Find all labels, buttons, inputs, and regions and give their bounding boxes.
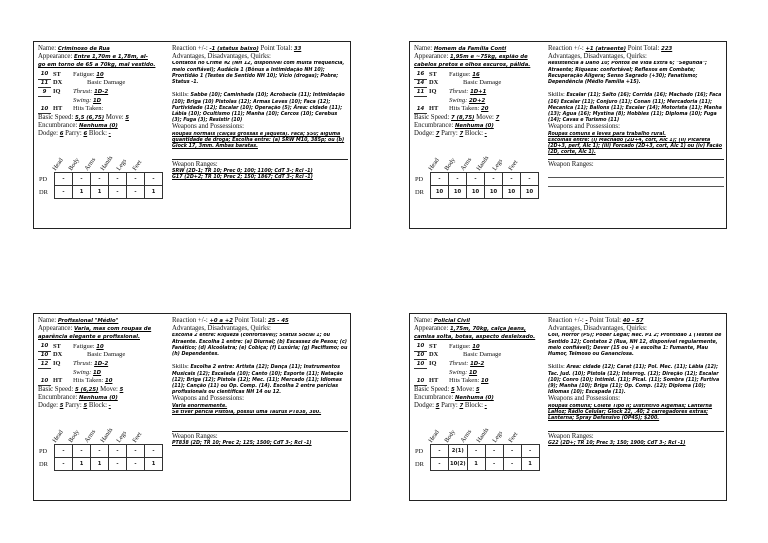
dodge-label: Dodge:	[38, 401, 59, 409]
weapons-text: Roupas comuns e leves para trabalho rural.	[548, 131, 666, 137]
thrust-label: Thrust:	[73, 87, 93, 95]
pd-cell: -	[503, 445, 521, 458]
dr-cell: 1	[73, 458, 91, 471]
thrust-value: 1D+1	[470, 88, 487, 95]
loc-body-label: Body	[67, 156, 81, 172]
move-value: 5	[475, 386, 480, 393]
basic-speed-label: Basic Speed:	[414, 113, 450, 121]
dodge-label: Dodge:	[414, 401, 435, 409]
loc-hands-label: Hands	[99, 154, 115, 172]
card-left-column	[414, 45, 546, 138]
swing-value: 2D+2	[468, 97, 486, 104]
swing-label: Swing:	[449, 368, 468, 376]
basic-speed-value: 7 (8,75)	[451, 114, 475, 121]
npc-card-criminoso	[33, 41, 351, 229]
block-value: -	[108, 402, 111, 409]
loc-body-label: Body	[443, 156, 457, 172]
ht-value: 10	[414, 377, 427, 386]
thrust-label: Thrust:	[73, 359, 93, 367]
fatigue-value: 10	[472, 343, 480, 350]
name-label: Name:	[38, 45, 57, 52]
dodge-value: 5	[59, 402, 64, 409]
parry-label: Parry:	[441, 401, 458, 409]
dr-cell: 1	[73, 186, 91, 199]
iq-label: IQ	[429, 359, 437, 367]
loc-head-label: Head	[427, 156, 441, 172]
block-value: -	[484, 402, 487, 409]
pd-label: PD	[39, 175, 48, 183]
pd-label: PD	[39, 447, 48, 455]
dr-cell: 1	[467, 458, 485, 471]
dodge-value: 6	[59, 130, 64, 137]
loc-arms-label: Arms	[83, 156, 98, 172]
st-value: 10	[414, 342, 427, 351]
pd-cell: -	[109, 173, 127, 186]
loc-feet-label: Feet	[131, 158, 144, 172]
basic-speed-label: Basic Speed:	[38, 385, 74, 393]
loc-legs-label: Legs	[491, 429, 505, 444]
basic-speed-label: Basic Speed:	[38, 113, 74, 121]
armor-table	[38, 444, 163, 471]
dr-cell: 1	[521, 458, 539, 471]
npc-card-profissional	[33, 313, 351, 501]
parry-label: Parry:	[441, 129, 458, 137]
card-left-column	[38, 317, 170, 410]
loc-arms-label: Arms	[83, 428, 98, 444]
dr-cell: 1	[91, 186, 109, 199]
hits-taken-value: 20	[481, 106, 489, 113]
card-left-column	[38, 45, 170, 138]
pd-cell: -	[467, 173, 485, 186]
dr-cell: -	[431, 458, 449, 471]
basic-damage-label: Basic Damage	[87, 351, 126, 359]
thrust-value: 1D-2	[94, 88, 109, 95]
dr-cell: 10	[485, 186, 503, 199]
basic-speed-value: 5,5 (6,75)	[75, 114, 105, 121]
skills-text: Area: cidade (12); Carat (11); Pol. Mec. (11); Lábia (12); Tac. Jud. (10); Pistola (12); Interrog. (12); Direção (12); Escalar (10); Conro (10); Intimid. (11); Pical. (11); Sombra (11); Furtiva (9); Manha (10); Briga (11); Op. Comp. (12); Diploma (10); Idiomas (10); Escapada (11).	[548, 365, 720, 396]
hits-taken-label: Hits Taken:	[73, 377, 104, 385]
character-name: Profissional "Médio"	[57, 318, 119, 324]
pd-cell: -	[127, 445, 145, 458]
move-value: 5	[125, 114, 129, 121]
thrust-value: 1D-2	[470, 360, 485, 367]
loc-feet-label: Feet	[507, 430, 520, 444]
dr-row	[414, 458, 539, 471]
weapon-range-1: G22 (2D+; TR 10; Prec 3; 150; 1900; CdT 3-; Rcl -1)	[548, 440, 686, 446]
loc-head-label: Head	[427, 428, 441, 444]
iq-label: IQ	[53, 359, 61, 367]
basic-damage-label: Basic Damage	[463, 79, 502, 87]
block-label: Block:	[464, 129, 483, 137]
parry-value: 7	[459, 130, 464, 137]
ht-label: HT	[429, 377, 439, 385]
ht-label: HT	[429, 105, 439, 113]
card-right-column	[548, 317, 724, 447]
dr-row	[414, 186, 539, 199]
weapon-ranges-label: Weapon Ranges:	[172, 432, 218, 440]
iq-value: 10	[414, 360, 427, 369]
card-right-column	[172, 317, 348, 447]
swing-value: 1D	[468, 369, 478, 376]
loc-legs-label: Legs	[491, 157, 505, 172]
dr-cell: 10	[467, 186, 485, 199]
encumbrance-value: Nenhuma (0)	[454, 394, 494, 401]
weapons-text: Roupas comuns; Colete Tipo II; Distintivo Algemas; Lanterna LaHoz; Rádio Celular; Glock 22, .40; 2 carregadores extras; Lanterna; Spray Defensivo (OP4S); $200.	[548, 403, 713, 422]
loc-legs-label: Legs	[115, 429, 129, 444]
basic-damage-label: Basic Damage	[463, 351, 502, 359]
dr-cell: 1	[91, 458, 109, 471]
swing-label: Swing:	[449, 96, 468, 104]
dr-cell: -	[109, 458, 127, 471]
parry-label: Parry:	[65, 129, 82, 137]
dr-cell: 10(2)	[449, 458, 468, 471]
advantages-label: Advantages, Disadvantages, Quirks:	[548, 53, 647, 61]
loc-body-label: Body	[67, 428, 81, 444]
pd-row	[38, 173, 163, 186]
ht-value: 10	[38, 105, 51, 114]
loc-legs-label: Legs	[115, 157, 129, 172]
dr-label: DR	[39, 460, 48, 468]
character-name: Policial Civil	[433, 318, 470, 324]
pd-cell: -	[55, 173, 73, 186]
dx-value: 14	[414, 79, 427, 88]
appearance-text: Entre 1,70m e 1,78m, al-	[74, 54, 148, 61]
weapons-label: Weapons and Possessions:	[172, 123, 244, 131]
hits-taken-label: Hits Taken:	[449, 377, 480, 385]
pd-label: PD	[415, 447, 424, 455]
pd-cell: -	[145, 173, 163, 186]
skills-label: Skills:	[548, 364, 565, 371]
st-label: ST	[429, 342, 437, 350]
dx-value: 10	[38, 351, 51, 360]
parry-value: 7	[459, 402, 464, 409]
dodge-value: 5	[435, 402, 440, 409]
pd-cell: -	[109, 445, 127, 458]
dodge-label: Dodge:	[414, 129, 435, 137]
encumbrance-label: Encumbrance:	[38, 393, 78, 401]
armor-table	[414, 172, 539, 199]
block-label: Block:	[88, 129, 107, 137]
block-value: -	[484, 130, 487, 137]
weapon-ranges-label: Weapon Ranges:	[548, 432, 594, 440]
advantages-text: Coil, Horror (P5); Poder Legal; Nec. P1 2; Prontidão 1 (Testes de Sentido 12); Contatos 2 (Rua, NH 12, disponível regularmente, meio confiável); Dever (15 ou -) e escolha 1: Fumante, Mau Humor, Teimoso ou Gananciosa.	[548, 333, 722, 358]
dr-label: DR	[415, 460, 424, 468]
encumbrance-value: Nenhuma (0)	[78, 394, 118, 401]
card-right-column	[548, 45, 724, 187]
pd-cell: -	[431, 445, 449, 458]
ht-value: 14	[414, 105, 427, 114]
appearance-text: Varia, mas com roupas de	[74, 326, 152, 333]
move-label: Move:	[476, 113, 494, 121]
reaction-value: +1 (atraente)	[585, 46, 627, 52]
pd-cell: -	[55, 445, 73, 458]
loc-hands-label: Hands	[475, 154, 491, 172]
st-value: 10	[38, 70, 51, 79]
reaction-label: Reaction +/-:	[548, 317, 584, 324]
fatigue-value: 16	[472, 71, 480, 78]
appearance-label: Appearance:	[38, 53, 73, 61]
dr-row	[38, 186, 163, 199]
pd-row	[414, 173, 539, 186]
hits-taken-value: 10	[481, 378, 489, 385]
dr-row	[38, 458, 163, 471]
point-total-value: 223	[661, 46, 673, 52]
point-total-value: 40 - 57	[622, 318, 644, 324]
dr-cell: -	[127, 186, 145, 199]
iq-value: 11	[414, 88, 427, 97]
dr-cell: -	[109, 186, 127, 199]
move-label: Move:	[105, 113, 124, 121]
weapons-text-2: Se tiver perícia Pistola, possui uma Taurus PT838, 380.	[172, 409, 322, 415]
pd-cell: -	[521, 445, 539, 458]
skills-text: Sabbe (10); Caminhada (10); Acrobacia (11); Intimidação (10); Briga (10) Pistolas (12); Armas Leves (10); Faca (12); Furtividade (12); Escalar (10); Operação (5); Área: cidade (11); Lábia (10); Ocultismo (11); Manha (10); Cercos (10); Cerebus (3); Fuga (3); Resistir (10)	[172, 93, 345, 124]
dodge-value: 7	[435, 130, 440, 137]
loc-feet-label: Feet	[131, 430, 144, 444]
armor-table	[414, 444, 540, 471]
block-label: Block:	[464, 401, 483, 409]
st-value: 16	[414, 70, 427, 79]
encumbrance-value: Nenhuma (0)	[454, 122, 494, 129]
weapons-text: Roupas normais (calças grossas e jaqueta). Faca; $50; alguma quantidade de droga; Escolha entre: (a) SRW M10, 385p; ou (b) Glock 17, 3mm. Ambas baratas.	[172, 131, 345, 150]
appearance-text-2: aparência elegante e profissional.	[38, 334, 140, 341]
npc-card-policial-civil	[409, 313, 727, 501]
point-total-value: 25 - 45	[268, 318, 289, 324]
dr-cell: -	[55, 458, 73, 471]
point-total-label: Point Total:	[234, 317, 267, 324]
reaction-label: Reaction +/-:	[548, 45, 584, 52]
st-label: ST	[53, 70, 61, 78]
iq-value: 12	[38, 360, 51, 369]
pd-label: PD	[415, 175, 424, 183]
pd-cell: -	[503, 173, 521, 186]
st-label: ST	[53, 342, 61, 350]
weapons-label: Weapons and Possessions:	[548, 123, 620, 131]
point-total-label: Point Total:	[589, 317, 622, 324]
basic-speed-label: Basic Speed:	[414, 385, 450, 393]
weapons-label: Weapons and Possessions:	[172, 395, 244, 403]
appearance-label: Appearance:	[414, 325, 449, 333]
pd-cell: -	[431, 173, 449, 186]
hit-location-headers	[53, 426, 163, 444]
ht-label: HT	[53, 377, 63, 385]
reaction-label: Reaction +/-:	[172, 45, 208, 52]
iq-label: IQ	[429, 87, 437, 95]
point-total-label: Point Total:	[627, 45, 660, 52]
fatigue-label: Fatigue:	[73, 342, 95, 350]
pd-cell: -	[467, 445, 485, 458]
parry-value: 6	[83, 130, 88, 137]
fatigue-label: Fatigue:	[449, 342, 471, 350]
pd-cell: -	[145, 445, 163, 458]
ht-label: HT	[53, 105, 63, 113]
card-left-column	[414, 317, 546, 410]
advantages-label: Advantages, Disadvantages, Quirks:	[172, 325, 271, 333]
move-label: Move:	[100, 385, 118, 393]
dr-cell: -	[55, 186, 73, 199]
pd-cell: -	[73, 173, 91, 186]
weapon-range-1: PT838 (2D; TR 10; Prec 2; 125; 1500; CdT 3-; Rcl -1)	[172, 441, 312, 447]
dr-cell: 10	[503, 186, 521, 199]
advantages-label: Advantages, Disadvantages, Quirks:	[548, 325, 647, 333]
loc-hands-label: Hands	[475, 426, 491, 444]
name-label: Name:	[414, 317, 433, 324]
thrust-label: Thrust:	[449, 87, 469, 95]
loc-head-label: Head	[51, 156, 65, 172]
skills-label: Skills:	[548, 92, 565, 99]
advantages-text: Escolha 2 entre: Riqueza (confortável); Status Social 1; ou Atraente. Escolha 1 entre: (a) Diurnal; (b) Escassez de Pesos; (c) Fanático; (d) Alcoólatra; (e) Cobiça; (f) Luxúria; (g) Pacifismo; ou (h) Dependentes.	[172, 333, 348, 358]
basic-damage-label: Basic Damage	[87, 79, 126, 87]
move-label: Move:	[456, 385, 475, 393]
npc-card-familia-conti	[409, 41, 727, 229]
hits-taken-value: 10	[105, 378, 113, 385]
iq-label: IQ	[53, 87, 61, 95]
appearance-text-2: cabelos pretos e olhos escuros, pálida.	[414, 62, 531, 69]
st-label: ST	[429, 70, 437, 78]
encumbrance-label: Encumbrance:	[38, 121, 78, 129]
st-value: 10	[38, 342, 51, 351]
dx-value: 10	[414, 351, 427, 360]
card-right-column	[172, 45, 348, 181]
point-total-value: 33	[293, 46, 302, 52]
pd-cell: 2(1)	[449, 445, 468, 458]
hit-location-headers	[429, 154, 539, 172]
pd-row	[38, 445, 163, 458]
block-label: Block:	[88, 401, 107, 409]
loc-feet-label: Feet	[507, 158, 520, 172]
loc-head-label: Head	[51, 428, 65, 444]
block-value: -	[108, 130, 111, 137]
basic-speed-value: 5 (6,25)	[75, 386, 99, 393]
loc-body-label: Body	[443, 428, 457, 444]
hit-location-headers	[53, 154, 163, 172]
ht-value: 10	[38, 377, 51, 386]
encumbrance-value: Nenhuma (0)	[78, 122, 118, 129]
pd-cell: -	[485, 445, 503, 458]
hits-taken-label: Hits Taken:	[449, 105, 480, 113]
weapon-range-lines	[548, 169, 724, 187]
pd-cell: -	[521, 173, 539, 186]
fatigue-label: Fatigue:	[449, 70, 471, 78]
dr-label: DR	[415, 188, 424, 196]
parry-label: Parry:	[65, 401, 82, 409]
hits-taken-label: Hits Taken:	[73, 105, 104, 113]
character-name: Criminoso de Rua	[57, 46, 110, 52]
hit-location-headers	[429, 426, 539, 444]
skills-label: Skills:	[172, 92, 189, 99]
pd-cell: -	[485, 173, 503, 186]
armor-table	[38, 172, 163, 199]
iq-value: 9	[38, 88, 51, 97]
dr-cell: -	[485, 458, 503, 471]
name-label: Name:	[38, 317, 57, 324]
pd-cell: -	[73, 445, 91, 458]
pd-cell: -	[91, 445, 109, 458]
dx-label: DX	[429, 351, 439, 359]
reaction-value: -	[585, 318, 588, 324]
dr-cell: -	[127, 458, 145, 471]
skills-text: Escolha 2 entre: Artista (12); Dança (11); Instrumentos Musicais (12); Escalada (10); Canto (10); Esporte (11); Natação (12); Briga (12); Pistola (12); Mec. (11); Mercado (11); Idiomas (11); Canção (11) ou Op. Comp. (14). Escolha 2 entre perícias profissionais ou científicas NH 14 ou 12.	[172, 365, 343, 396]
swing-label: Swing:	[73, 96, 92, 104]
loc-arms-label: Arms	[459, 156, 474, 172]
reaction-label: Reaction +/-:	[172, 317, 208, 324]
weapon-range-2: G17 (2D+2; TR 10; Prec 2; 150; 1867; CdT 3-; Rcl -1)	[172, 175, 313, 181]
pd-cell: -	[127, 173, 145, 186]
weapon-range-1: SRW (2D-1; TR 10; Prec 0; 100; 1100; CdT 3-; Rcl -1)	[172, 168, 313, 174]
swing-label: Swing:	[73, 368, 92, 376]
skills-text: Escalar (11); Salto (16); Corrida (16); Machado (16); Faca (16) Escalar (11); Conjuro (11); Conan (11); Mercadoria (11); Mecanica (11); Ballons (11); Escalar (14); Motorista (11); Manha (13); Agua (16); Mystina (8); Hobbies (11); Diploma (10); Fuga (14); Cavas e Turismo (11)	[548, 93, 722, 124]
appearance-text: 1,75m, 70kg, calça jeans,	[450, 326, 527, 333]
dr-cell: 10	[449, 186, 467, 199]
appearance-text-2: go em torno de 65 a 70kg, mal vestido.	[38, 62, 156, 69]
dr-cell: 1	[145, 186, 163, 199]
loc-hands-label: Hands	[99, 426, 115, 444]
advantages-text: Contatos no Crime #2 (NH 12, disponível com muita frequência, meio confiável); Audácia 1 (Bônus a Intimidação NH 10); Prontidão 1 (Testes de Sentido NH 10); Vício (drogas); Pobre; Status -1.	[172, 61, 345, 86]
fatigue-value: 10	[96, 343, 104, 350]
encumbrance-label: Encumbrance:	[414, 121, 454, 129]
dr-cell: 10	[431, 186, 449, 199]
dx-value: 11	[38, 79, 51, 88]
dr-cell: -	[503, 458, 521, 471]
advantages-label: Advantages, Disadvantages, Quirks:	[172, 53, 271, 61]
appearance-text: 1,95m e ~75kg, espião de	[450, 54, 528, 61]
appearance-label: Appearance:	[414, 53, 449, 61]
dodge-label: Dodge:	[38, 129, 59, 137]
character-name: Homem da Família Conti	[433, 46, 507, 52]
encumbrance-label: Encumbrance:	[414, 393, 454, 401]
swing-value: 1D	[92, 97, 102, 104]
thrust-label: Thrust:	[449, 359, 469, 367]
swing-value: 1D	[92, 369, 102, 376]
dx-label: DX	[53, 351, 63, 359]
weapons-label: Weapons and Possessions:	[548, 395, 620, 403]
dr-label: DR	[39, 188, 48, 196]
weapon-ranges-label: Weapon Ranges:	[172, 160, 218, 168]
weapon-ranges-label: Weapon Ranges:	[548, 160, 594, 168]
reaction-value: +0 a +2	[209, 318, 233, 324]
dx-label: DX	[429, 79, 439, 87]
pd-cell: -	[449, 173, 467, 186]
point-total-label: Point Total:	[260, 45, 293, 52]
skills-label: Skills:	[172, 364, 189, 371]
pd-cell: -	[91, 173, 109, 186]
advantages-text: Resistência a Dano 10; Pontos de Vida Extra 6; "Segunda"; Atraente; Riqueza: confortável; Reflexos em Combate; Recuperação Aligera; Senso Sagrado (+30); Fanatismo; Dependência (Médio Família +15).	[548, 61, 707, 86]
thrust-value: 1D-2	[94, 360, 109, 367]
fatigue-label: Fatigue:	[73, 70, 95, 78]
appearance-label: Appearance:	[38, 325, 73, 333]
loc-arms-label: Arms	[459, 428, 474, 444]
appearance-text-2: camisa solta, botas, aspecto desleixado.	[414, 334, 536, 341]
parry-value: 5	[83, 402, 88, 409]
move-value: 7	[495, 114, 500, 121]
name-label: Name:	[414, 45, 433, 52]
dr-cell: 10	[521, 186, 539, 199]
basic-speed-value: 5	[451, 386, 455, 393]
weapons-text: Varia enormemente.	[172, 403, 228, 409]
dr-cell: 1	[145, 458, 163, 471]
reaction-value: -1 (status baixo)	[209, 46, 259, 52]
weapons-text-2: Escolhas entre: (i) Machado (2D+4, cort, Alc 1); (ii) Picareta (2D+3, perf, Alc 1); (iii) Forcado (2D+3, cort, Alc 1) ou (iv) Facão (2D, corte, Alc 1).	[548, 137, 723, 156]
move-value: 5	[119, 386, 124, 393]
fatigue-value: 10	[96, 71, 104, 78]
dx-label: DX	[53, 79, 63, 87]
pd-row	[414, 445, 539, 458]
